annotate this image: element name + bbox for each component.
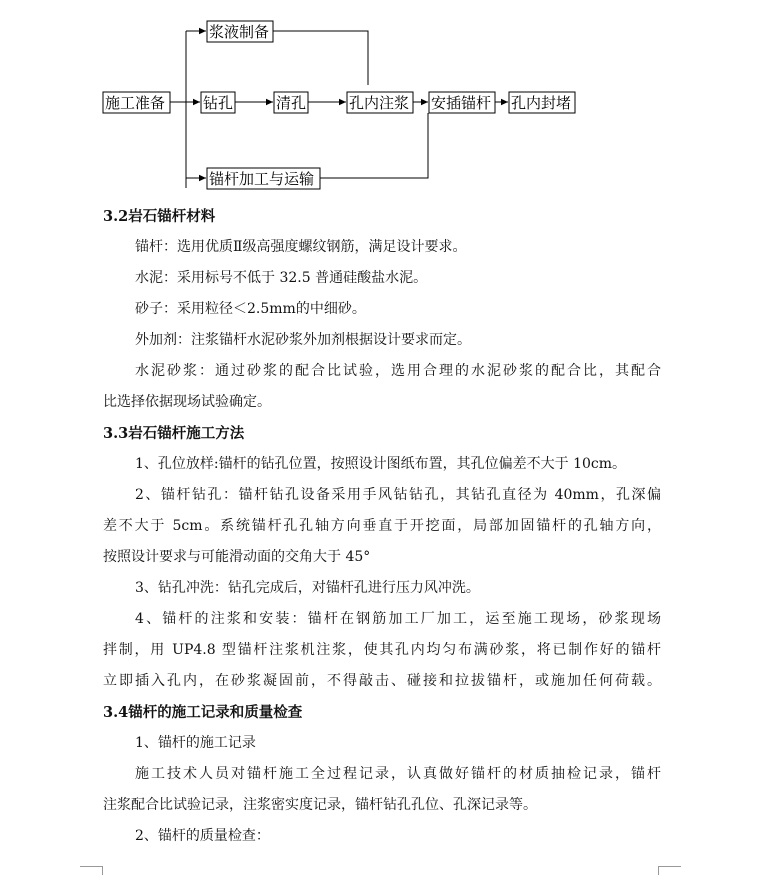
paragraph: 水泥：采用标号不低于 32.5 普通硅酸盐水泥。	[135, 270, 428, 286]
heading-3-2: 3.2岩石锚杆材料	[103, 208, 216, 225]
paragraph-continuation: 注浆配合比试验记录，注浆密实度记录，锚杆钻孔孔位、孔深记录等。	[103, 797, 537, 813]
label-drill: 钻孔	[203, 94, 234, 112]
paragraph: 3、钻孔冲洗：钻孔完成后，对锚杆孔进行压力风冲洗。	[135, 580, 480, 596]
paragraph: 施工技术人员对锚杆施工全过程记录，认真做好锚杆的材质抽检记录，锚杆	[135, 766, 661, 782]
paragraph: 1、孔位放样:锚杆的钻孔位置，按照设计图纸布置，其孔位偏差不大于 10cm。	[135, 456, 627, 472]
paragraph-continuation: 按照设计要求与可能滑动面的交角大于 45°	[103, 549, 371, 565]
construction-flowchart	[0, 0, 779, 200]
heading-3-3: 3.3岩石锚杆施工方法	[103, 425, 245, 442]
paragraph: 4、锚杆的注浆和安装：锚杆在钢筋加工厂加工，运至施工现场，砂浆现场	[135, 611, 661, 627]
label-seal: 孔内封堵	[511, 94, 572, 112]
connector-fabricate-to-insert	[320, 113, 428, 178]
paragraph-continuation: 立即插入孔内，在砂浆凝固前，不得敲击、碰接和拉拔锚杆，或施加任何荷载。	[103, 673, 661, 689]
paragraph: 2、锚杆的质量检查：	[135, 828, 270, 844]
paragraph: 外加剂：注浆锚杆水泥砂浆外加剂根据设计要求而定。	[135, 332, 471, 348]
paragraph: 1、锚杆的施工记录	[135, 735, 256, 751]
paragraph: 2、锚杆钻孔：锚杆钻孔设备采用手风钻钻孔，其钻孔直径为 40mm，孔深偏	[135, 487, 661, 503]
paragraph-continuation: 差不大于 5cm。系统锚杆孔孔轴方向垂直于开挖面，局部加固锚杆的孔轴方向，	[103, 518, 661, 534]
connector-slurry-to-grout	[273, 31, 368, 85]
page-corner-mark-right	[658, 866, 681, 875]
label-grout: 孔内注浆	[349, 94, 410, 112]
paragraph: 砂子：采用粒径＜2.5mm的中细砂。	[135, 301, 366, 317]
label-slurry: 浆液制备	[209, 23, 270, 41]
heading-3-4: 3.4锚杆的施工记录和质量检查	[103, 704, 303, 721]
section-3-2	[103, 201, 661, 852]
paragraph: 锚杆：选用优质Ⅱ级高强度螺纹钢筋，满足设计要求。	[135, 239, 467, 255]
paragraph-continuation: 比选择依据现场试验确定。	[103, 394, 271, 410]
paragraph: 水泥砂浆：通过砂浆的配合比试验，选用合理的水泥砂浆的配合比，其配合	[135, 363, 661, 379]
paragraph-continuation: 拌制，用 UP4.8 型锚杆注浆机注浆，使其孔内均匀布满砂浆，将已制作好的锚杆	[103, 642, 661, 658]
page-corner-mark-left	[80, 866, 103, 875]
label-clean: 清孔	[276, 94, 307, 112]
label-prepare: 施工准备	[105, 94, 166, 112]
label-insert: 安插锚杆	[431, 94, 492, 112]
label-fabricate: 锚杆加工与运输	[209, 170, 315, 188]
